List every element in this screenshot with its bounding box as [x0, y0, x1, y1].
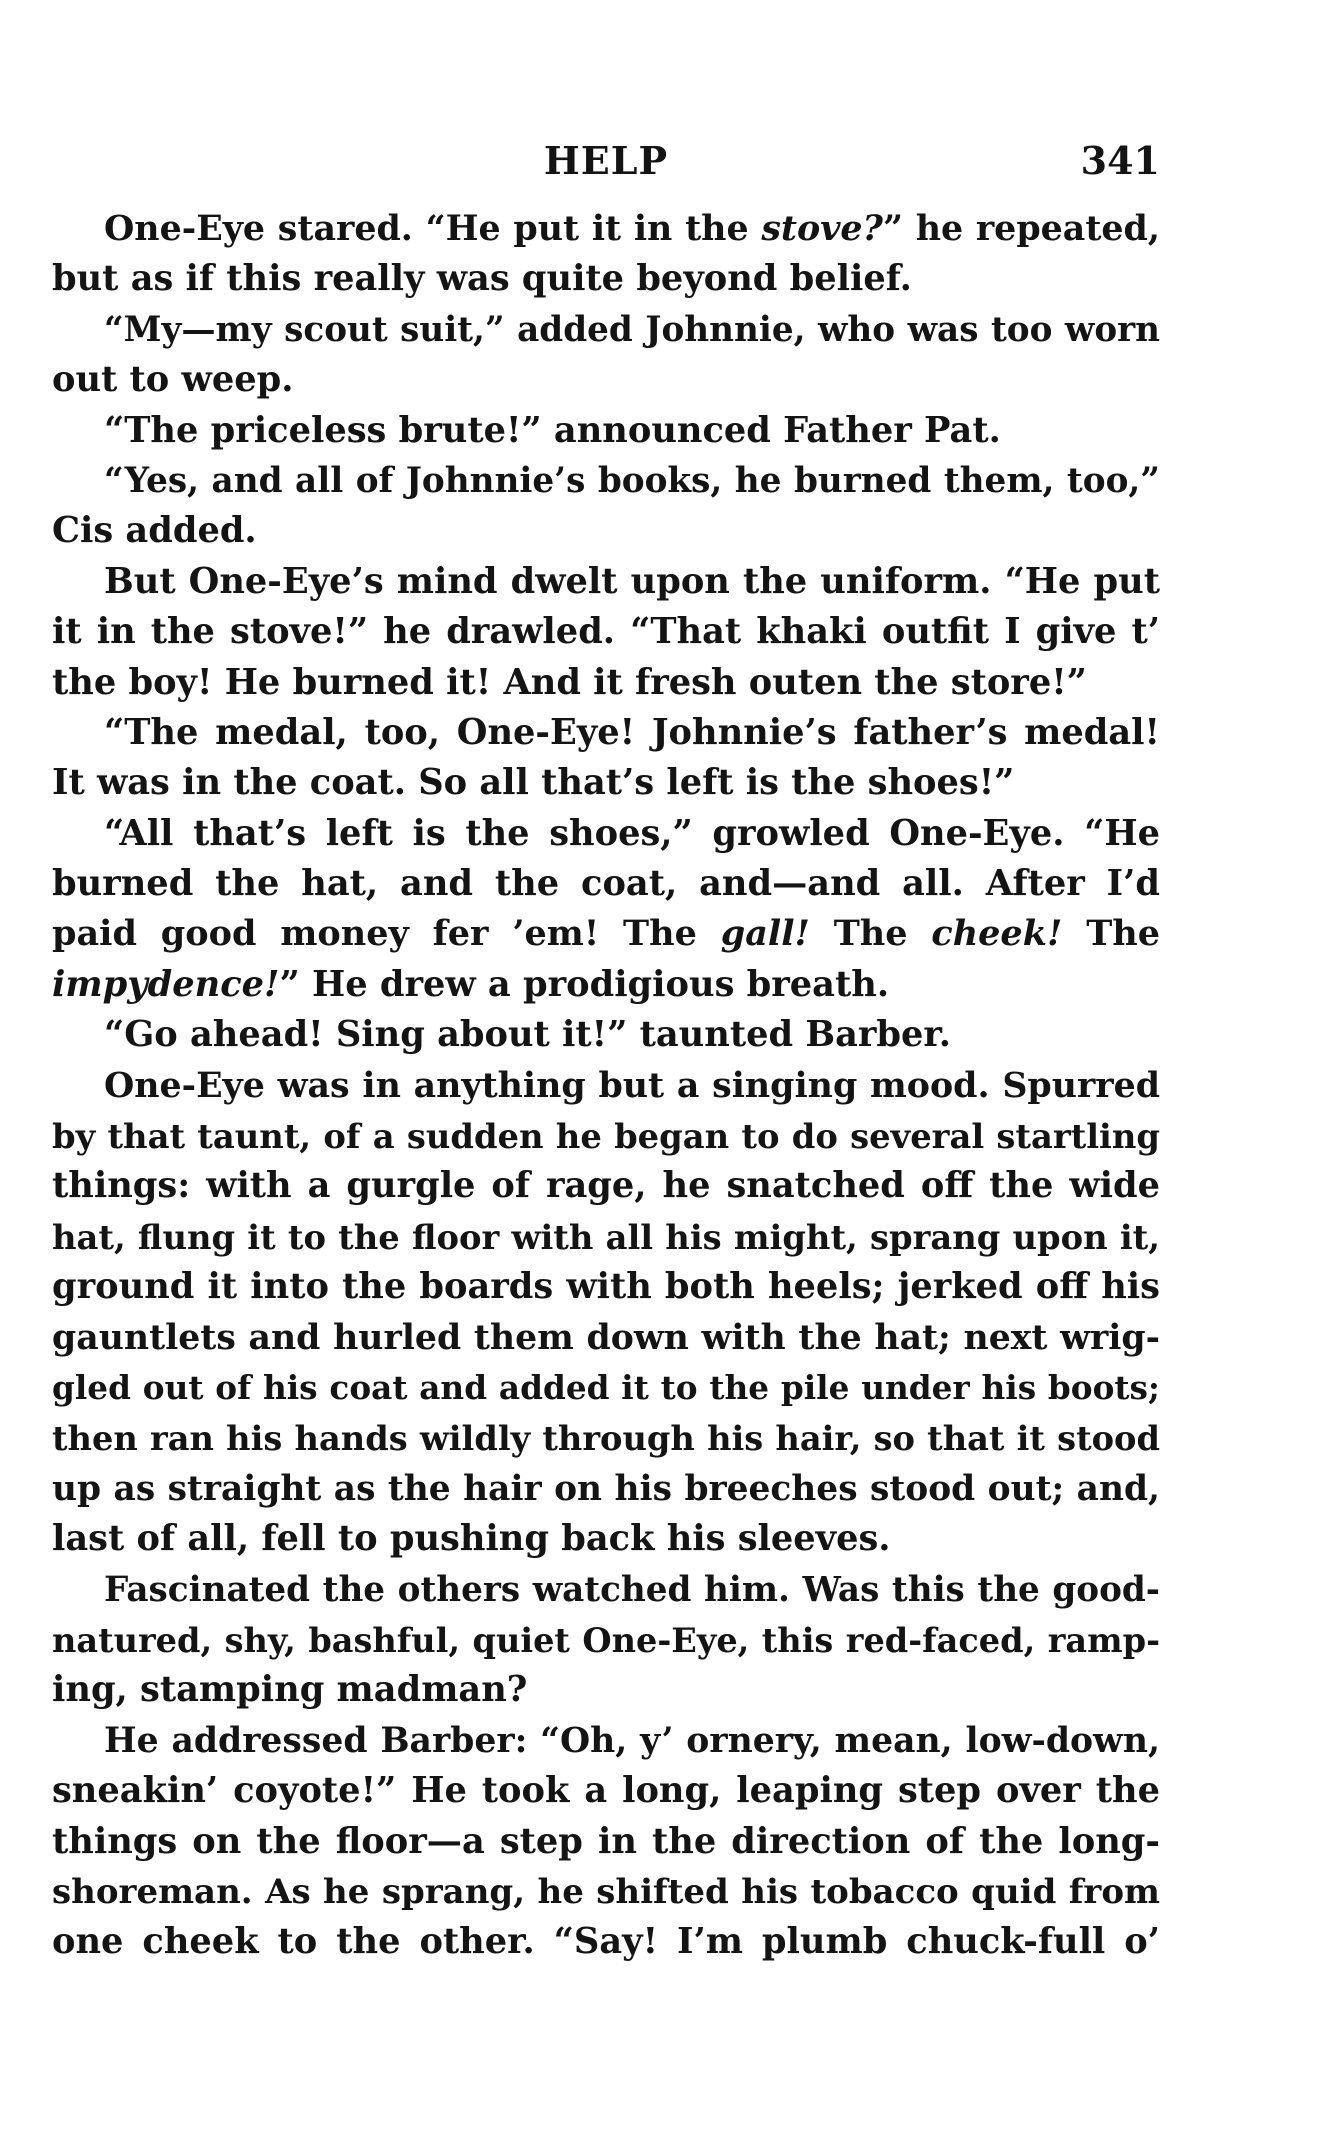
book-page	[52, 138, 1160, 1968]
text-line	[52, 1514, 1160, 1564]
text-line	[52, 1363, 1160, 1413]
text-line	[52, 1061, 1160, 1111]
line-text: natured, shy, bashful, quiet One-Eye, this red-faced, ramp-	[52, 1619, 1160, 1660]
line-text: the boy! He burned it! And it fresh outen the store!”	[52, 661, 1087, 703]
italic-text: impydence!	[52, 963, 280, 1005]
running-title: HELP	[543, 138, 669, 183]
line-text: up as straight as the hair on his breeches stood out; and,	[52, 1468, 1160, 1509]
page-number: 341	[1080, 138, 1160, 183]
text-line	[52, 1212, 1160, 1262]
text-line	[52, 204, 1160, 254]
text-line	[52, 909, 1160, 959]
text-line	[52, 1867, 1160, 1917]
text-line	[52, 1313, 1160, 1363]
line-text: He addressed Barber: “Oh, y’ ornery, mean, low-down,	[104, 1720, 1160, 1761]
line-text: It was in the coat. So all that’s left is the shoes!”	[52, 762, 1015, 804]
text-line	[52, 1464, 1160, 1514]
text-line	[52, 658, 1160, 708]
text-line	[52, 355, 1160, 405]
text-line	[52, 809, 1160, 859]
italic-text: gall!	[720, 913, 810, 955]
text-line	[52, 254, 1160, 304]
line-text: “All that’s left is the shoes,” growled One-Eye. “He	[104, 812, 1160, 854]
text-line	[52, 1111, 1160, 1161]
text-line	[52, 1917, 1160, 1967]
line-text: But One-Eye’s mind dwelt upon the uniform. “He put	[104, 560, 1160, 602]
text-line	[52, 557, 1160, 607]
line-text: burned the hat, and the coat, and—and all. After I’d	[52, 863, 1160, 905]
line-text: last of all, fell to pushing back his sleeves.	[52, 1518, 891, 1560]
line-text: things on the floor—a step in the direction of the long-	[52, 1820, 1160, 1862]
text-line	[52, 305, 1160, 355]
text-line	[52, 1817, 1160, 1867]
line-text: Cis added.	[52, 510, 257, 552]
text-line	[52, 859, 1160, 909]
line-text: Fascinated the others watched him. Was this the good-	[104, 1569, 1160, 1610]
text-line	[52, 1665, 1160, 1715]
line-text: shoreman. As he sprang, he shifted his tobacco quid from	[52, 1871, 1160, 1912]
line-text: ing, stamping madman?	[52, 1669, 528, 1711]
text-line	[52, 607, 1160, 657]
line-text: The	[809, 913, 932, 955]
text-line	[52, 960, 1160, 1010]
line-text: One-Eye was in anything but a singing mood. Spurred	[104, 1064, 1160, 1106]
line-text: gled out of his coat and added it to the pile under his boots;	[52, 1367, 1160, 1407]
line-text: ” He drew a prodigious breath.	[279, 963, 890, 1005]
line-text: things: with a gurgle of rage, he snatched off the wide	[52, 1165, 1160, 1207]
text-line	[52, 1262, 1160, 1312]
line-text: one cheek to the other. “Say! I’m plumb chuck-full o’	[52, 1921, 1160, 1963]
text-line	[52, 406, 1160, 456]
italic-text: stove?	[761, 208, 883, 249]
line-text: it in the stove!” he drawled. “That khaki outfit I give t’	[52, 611, 1160, 653]
line-text: ground it into the boards with both heels; jerked off his	[52, 1266, 1160, 1308]
line-text: ” he repeated,	[882, 208, 1160, 249]
text-line	[52, 1413, 1160, 1463]
line-text: out to weep.	[52, 359, 294, 401]
text-line	[52, 1010, 1160, 1060]
line-text: paid good money fer ’em! The	[52, 913, 721, 955]
body-text	[52, 204, 1160, 1968]
line-text: gauntlets and hurled them down with the hat; next wrig-	[52, 1316, 1160, 1358]
text-line	[52, 1716, 1160, 1766]
text-line	[52, 758, 1160, 808]
text-line	[52, 1565, 1160, 1615]
line-text: but as if this really was quite beyond belief.	[52, 258, 912, 300]
line-text: sneakin’ coyote!” He took a long, leaping step over the	[52, 1770, 1160, 1812]
text-line	[52, 1161, 1160, 1211]
line-text: One-Eye stared. “He put it in the	[104, 208, 762, 249]
line-text: “The priceless brute!” announced Father Pat.	[104, 409, 1001, 451]
text-line	[52, 1766, 1160, 1816]
text-line	[52, 1615, 1160, 1665]
line-text: The	[1062, 913, 1160, 955]
text-line	[52, 456, 1160, 506]
line-text: “My—my scout suit,” added Johnnie, who was too worn	[104, 309, 1160, 350]
text-line	[52, 708, 1160, 758]
page-header	[52, 138, 1160, 198]
line-text: then ran his hands wildly through his hair, so that it stood	[52, 1418, 1160, 1459]
line-text: hat, flung it to the floor with all his might, sprang upon it,	[52, 1216, 1160, 1257]
italic-text: cheek!	[931, 913, 1063, 955]
text-line	[52, 506, 1160, 556]
line-text: “Yes, and all of Johnnie’s books, he burned them, too,”	[104, 460, 1160, 501]
line-text: “Go ahead! Sing about it!” taunted Barber.	[104, 1014, 951, 1056]
line-text: by that taunt, of a sudden he began to do several startling	[52, 1116, 1160, 1157]
line-text: “The medal, too, One-Eye! Johnnie’s father’s medal!	[104, 711, 1160, 753]
